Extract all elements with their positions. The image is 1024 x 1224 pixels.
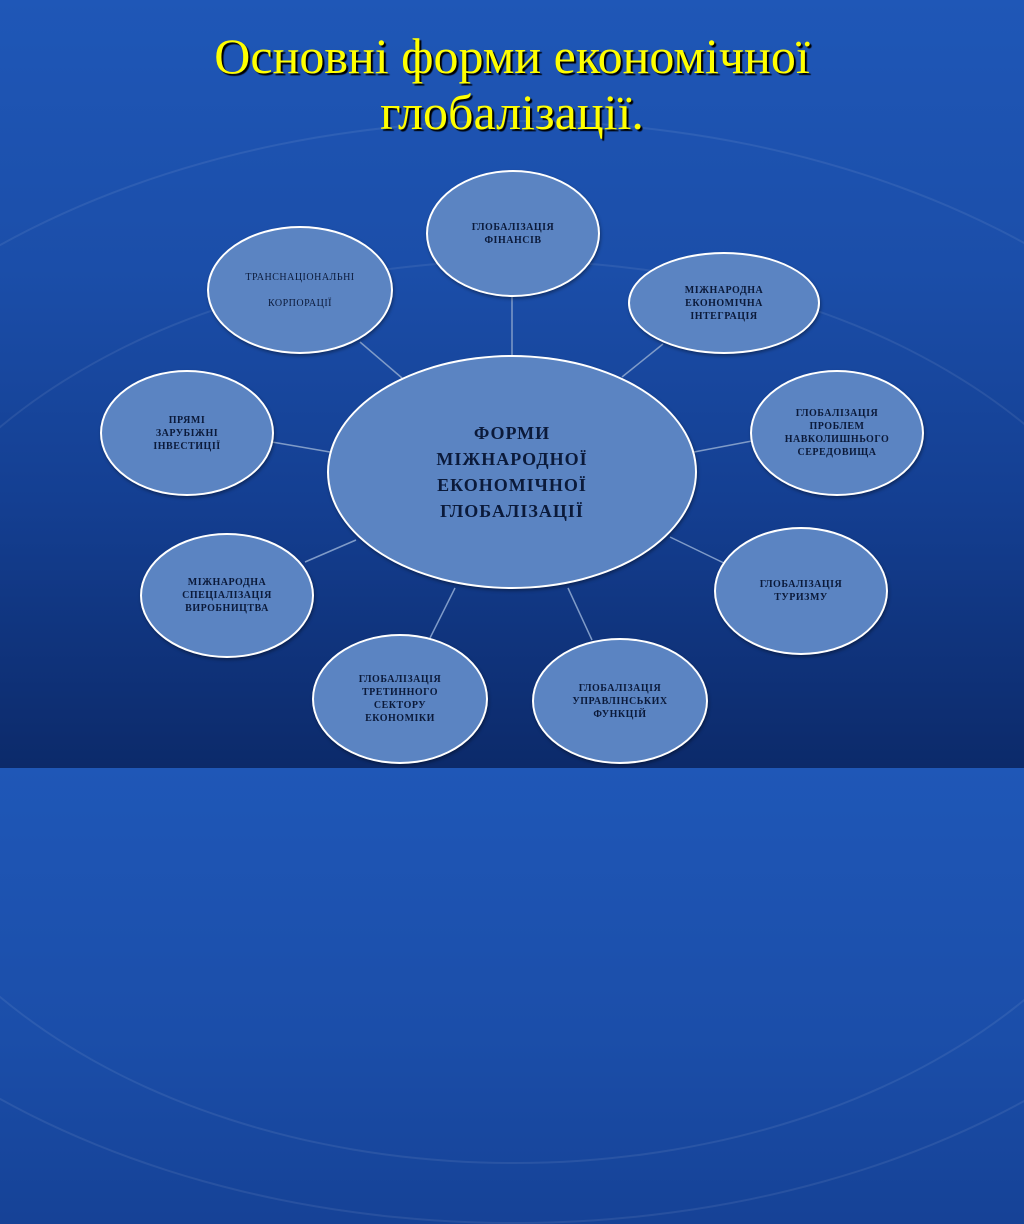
connector-line [622, 344, 663, 377]
center-node-economic-globalization-forms [327, 355, 697, 589]
node-label: МІЖНАРОДНА ЕКОНОМІЧНА ІНТЕГРАЦІЯ [684, 284, 764, 322]
connector-line [430, 588, 455, 638]
node-label: ТРАНСНАЦІОНАЛЬНІ КОРПОРАЦІЇ [245, 271, 355, 309]
node-tourism-globalization [714, 527, 888, 655]
node-label: ГЛОБАЛІЗАЦІЯ УПРАВЛІНСЬКИХ ФУНКЦІЙ [572, 682, 668, 720]
node-tertiary-sector-globalization [312, 634, 488, 764]
connector-line [694, 441, 752, 452]
node-label: ПРЯМІ ЗАРУБІЖНІ ІНВЕСТИЦІЇ [153, 414, 221, 452]
node-label: МІЖНАРОДНА СПЕЦІАЛІЗАЦІЯ ВИРОБНИЦТВА [182, 577, 272, 614]
node-finance-globalization [426, 170, 600, 297]
connector-line [305, 540, 356, 562]
node-international-economic-integration [628, 252, 820, 354]
slide-title: Основні форми економічної глобалізації. [214, 28, 810, 140]
node-international-production-specialization [140, 533, 314, 658]
node-label: ГЛОБАЛІЗАЦІЯ ТУРИЗМУ [759, 579, 843, 603]
connector-line [568, 588, 592, 640]
connector-line [360, 342, 402, 378]
node-environmental-problems-globalization [750, 370, 924, 496]
connector-line [670, 537, 728, 565]
connector-line [272, 442, 330, 452]
center-node-label: ФОРМИ МІЖНАРОДНОЇ ЕКОНОМІЧНОЇ ГЛОБАЛІЗАЦІЇ [436, 423, 588, 521]
node-foreign-direct-investment [100, 370, 274, 496]
node-management-functions-globalization [532, 638, 708, 764]
node-label: ГЛОБАЛІЗАЦІЯ ПРОБЛЕМ НАВКОЛИШНЬОГО СЕРЕДОВИЩА [784, 408, 890, 458]
node-label: ГЛОБАЛІЗАЦІЯ ФІНАНСІВ [471, 221, 555, 246]
node-label: ГЛОБАЛІЗАЦІЯ ТРЕТИННОГО СЕКТОРУ ЕКОНОМІКИ [358, 674, 442, 724]
node-transnational-corporations [207, 226, 393, 354]
